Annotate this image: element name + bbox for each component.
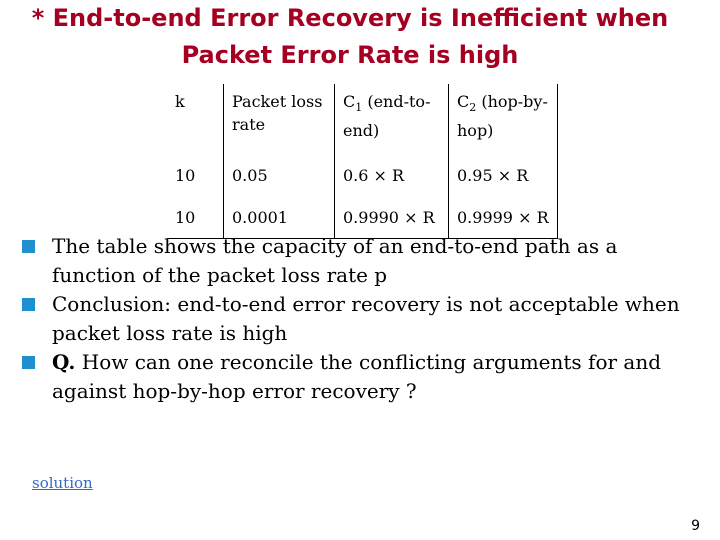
square-bullet-icon xyxy=(22,240,35,253)
header-c2: $C_2$ (hop-by-hop) xyxy=(449,84,558,142)
square-bullet-icon xyxy=(22,356,35,369)
header-k: k xyxy=(167,84,224,142)
header-packet-loss-rate: Packet loss rate xyxy=(224,84,335,142)
cell-c2: 0.95 × R xyxy=(449,142,558,191)
capacity-table xyxy=(167,84,558,239)
cell-loss: 0.0001 xyxy=(224,191,335,239)
header-c1: $C_1$ (end-to-end) xyxy=(335,84,449,142)
bullet-item: Conclusion: end-to-end error recovery is not acceptable when packet loss rate is high xyxy=(22,290,702,348)
cell-loss: 0.05 xyxy=(224,142,335,191)
cell-c2: 0.9999 × R xyxy=(449,191,558,239)
cell-k: 10 xyxy=(167,191,224,239)
slide-title-line-2: Packet Error Rate is high xyxy=(181,41,519,69)
square-bullet-icon xyxy=(22,298,35,311)
cell-c1: 0.6 × R xyxy=(335,142,449,191)
bullet-list xyxy=(22,232,702,406)
solution-link[interactable]: solution xyxy=(32,474,93,492)
table-row xyxy=(167,142,558,191)
page-number: 9 xyxy=(691,518,700,534)
table-header-row xyxy=(167,84,558,142)
cell-c1: 0.9990 × R xyxy=(335,191,449,239)
slide-title xyxy=(0,0,700,74)
slide-title-line-1: * End-to-end Error Recovery is Inefficient when xyxy=(31,4,669,32)
cell-k: 10 xyxy=(167,142,224,191)
bullet-item: The table shows the capacity of an end-to-end path as a function of the packet loss rate p xyxy=(22,232,702,290)
bullet-item: Q. How can one reconcile the conflicting arguments for and against hop-by-hop error recovery ? xyxy=(22,348,702,406)
